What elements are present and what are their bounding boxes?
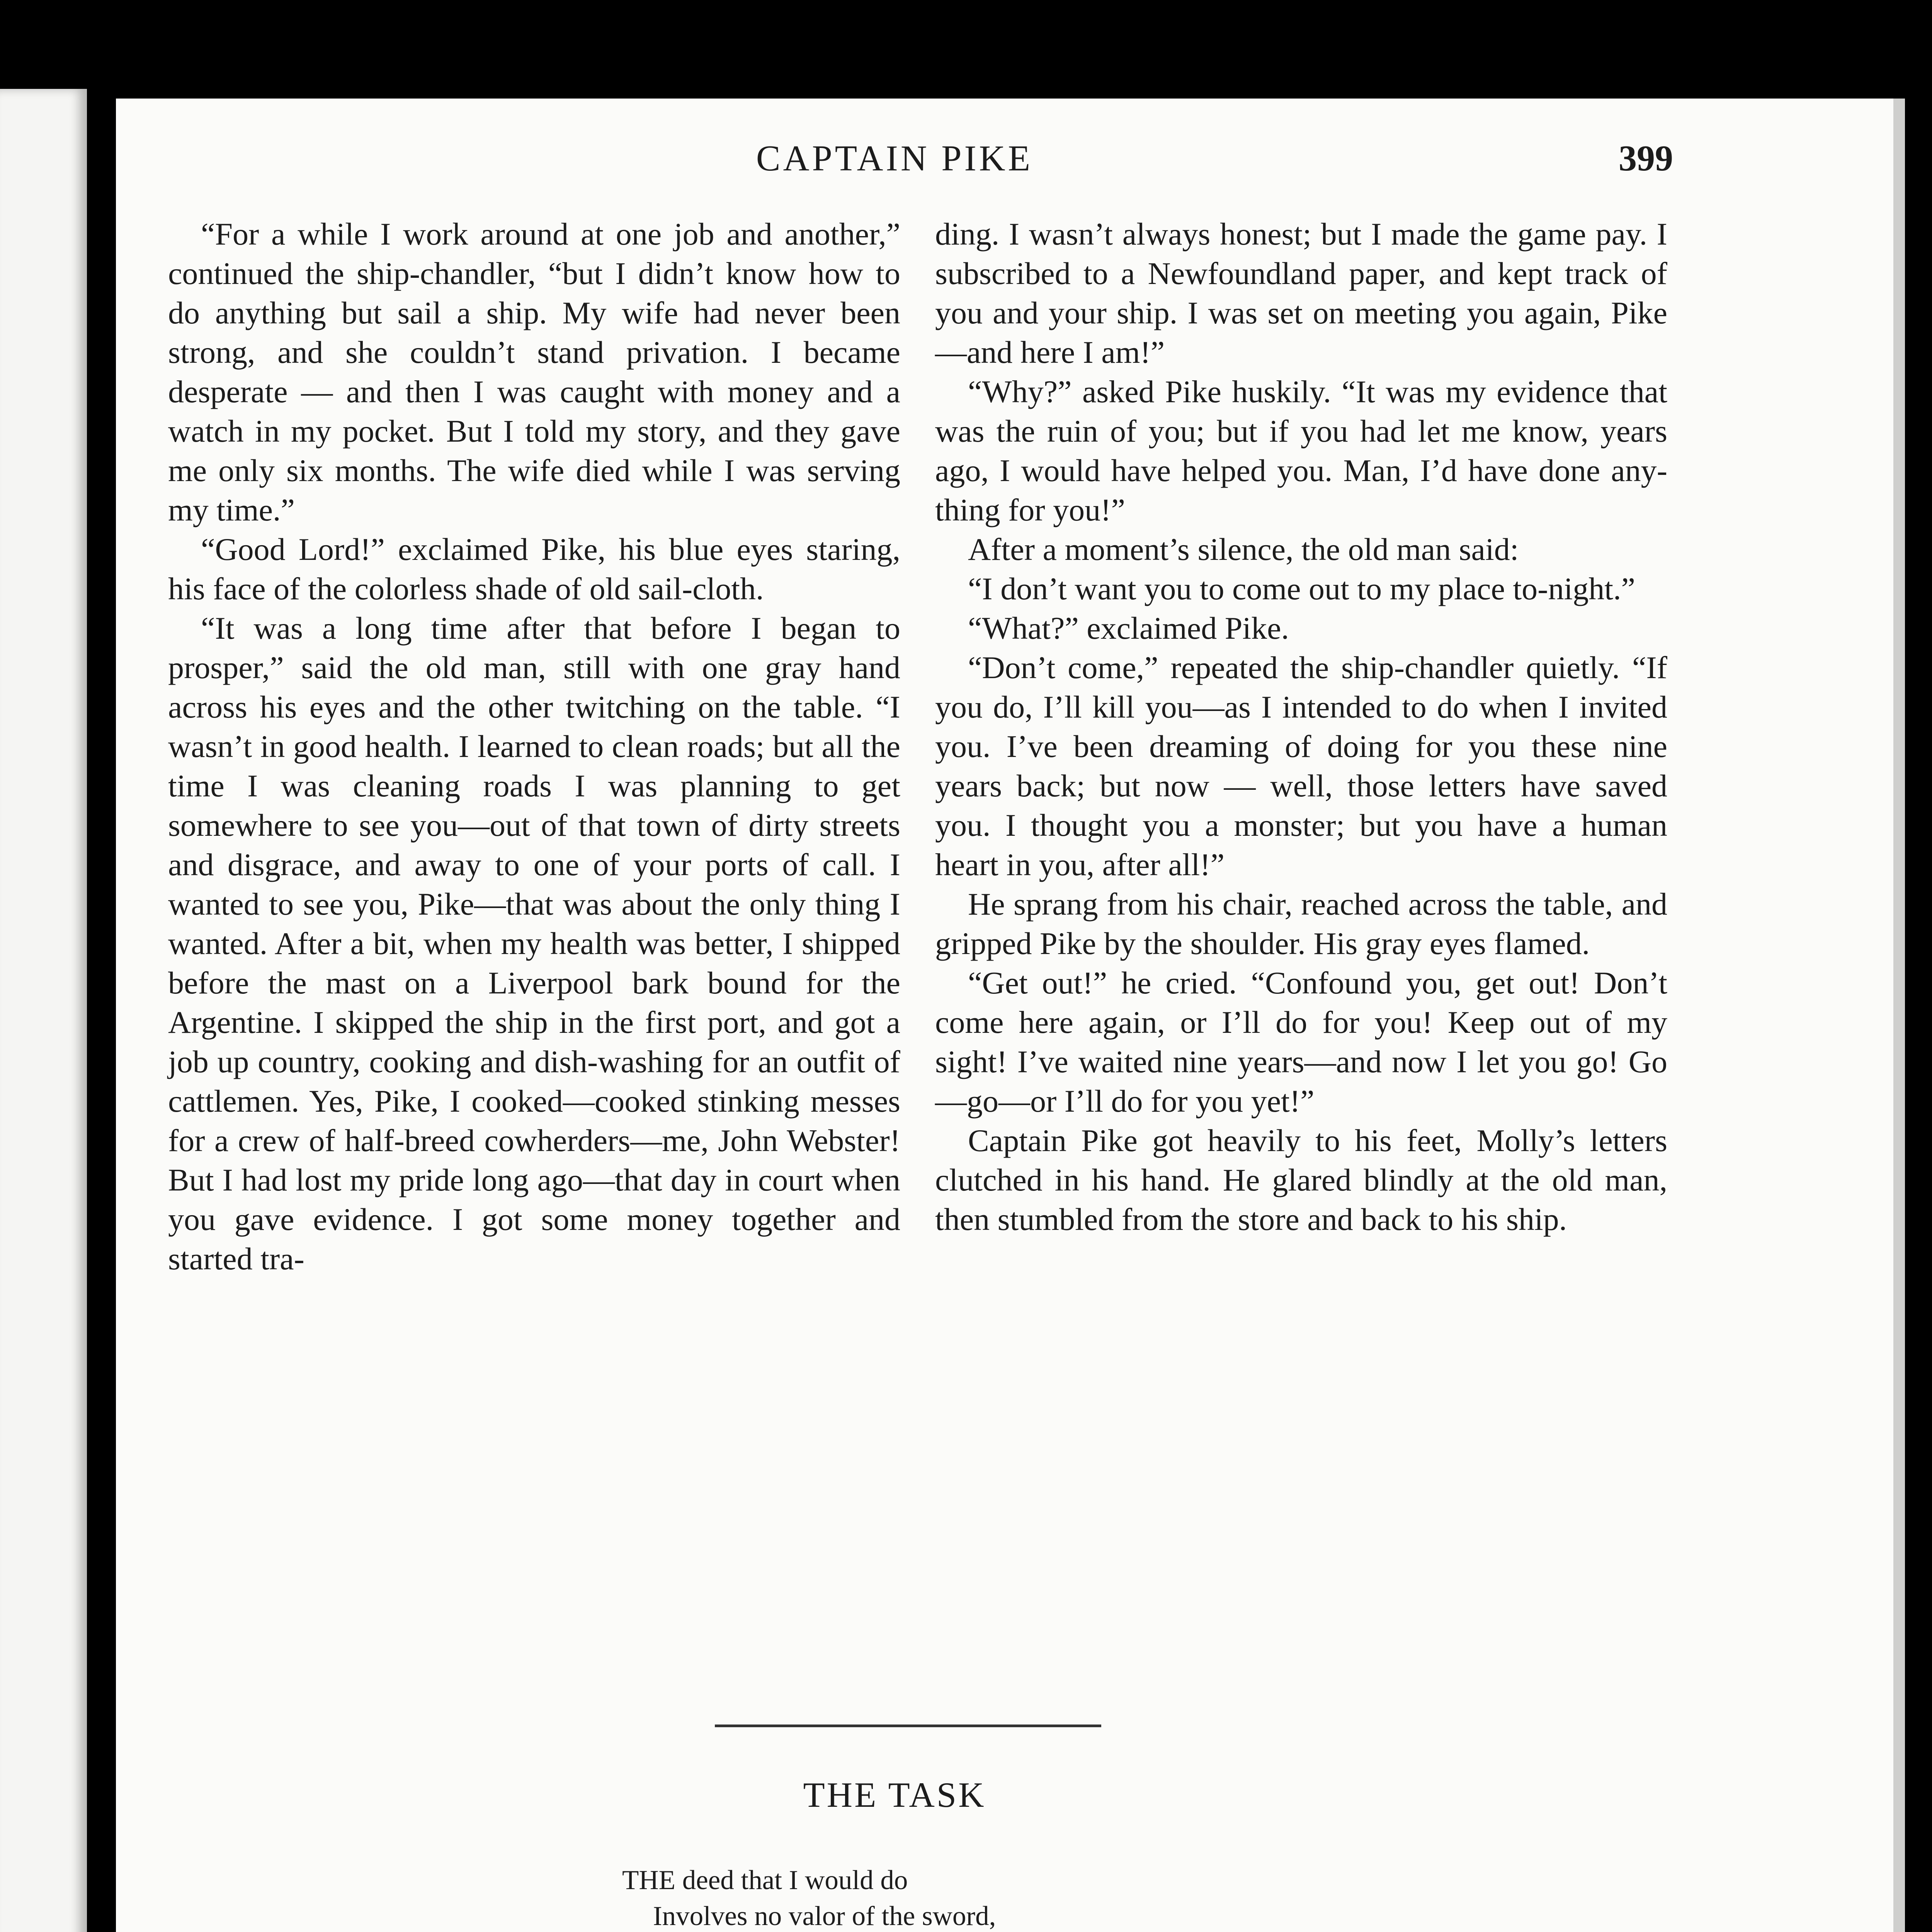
page-number: 399	[1619, 138, 1673, 179]
story-column-right	[935, 214, 1667, 1239]
paragraph: “It was a long time after that before I began to prosper,” said the old man, still with one gray hand across his eyes and the other twitching on the table. “I wasn’t in good health. I learned to clean roads; but all the time I was cleaning roads I was planning to get somewhere to see you—out of that town of dirty streets and disgrace, and away to one of your ports of call. I wanted to see you, Pike—that was about the only thing I wanted. After a bit, when my health was better, I shipped before the mast on a Liverpool bark bound for the Argentine. I skipped the ship in the first port, and got a job up country, cooking and dish-washing for an outfit of cattlemen. Yes, Pike, I cooked—cooked stinking messes for a crew of half-breed cowherders—me, John Webster! But I had lost my pride long ago—that day in court when you gave evidence. I got some money together and started tra-	[168, 611, 900, 1276]
paragraph: “Why?” asked Pike huskily. “It was my evidence that was the ruin of you; but if you had let me know, years ago, I would have helped you. Man, I’d have done anything for you!”	[935, 374, 1667, 527]
paragraph: “Don’t come,” repeated the ship-chandler quietly. “If you do, I’ll kill you—as I intended to do when I invited you. I’ve been dreaming of doing for you these nine years back; but now — well, those letters have saved you. I thought you a monster; but you have a human heart in you, after all!”	[935, 650, 1667, 882]
paragraph: Captain Pike got heavily to his feet, Molly’s letters clutched in his hand. He glared blindly at the old man, then stumbled from the store and back to his ship.	[935, 1123, 1667, 1237]
facing-page-edge	[0, 89, 87, 1932]
poem-title: THE TASK	[803, 1775, 986, 1815]
poem-body	[622, 1862, 1472, 1932]
story-column-left	[168, 214, 900, 1279]
paragraph: “What?” exclaimed Pike.	[968, 611, 1289, 646]
section-divider	[715, 1725, 1101, 1727]
paragraph: “I don’t want you to come out to my place to-night.”	[968, 571, 1635, 606]
running-title: CAPTAIN PIKE	[756, 138, 1033, 179]
paragraph: “Good Lord!” exclaimed Pike, his blue eyes staring, his face of the colorless shade of old sail-cloth.	[168, 532, 900, 606]
paragraph-continuation: ding. I wasn’t always honest; but I made the game pay. I subscribed to a Newfoundland paper, and kept track of you and your ship. I was set on meeting you again, Pike —and here I am!”	[935, 216, 1667, 370]
poem-line: THE deed that I would do	[622, 1865, 908, 1895]
paragraph: “For a while I work around at one job and another,” continued the ship-chandler, “but I didn’t know how to do anything but sail a ship. My wife had never been strong, and she couldn’t stand privation. I became desperate — and then I was caught with money and a watch in my pocket. But I told my story, and they gave me only six months. The wife died while I was serving my time.”	[168, 216, 900, 527]
poem-line: Involves no valor of the sword,	[653, 1901, 996, 1931]
paragraph: “Get out!” he cried. “Confound you, get out! Don’t come here again, or I’ll do for you! Keep out of my sight! I’ve waited nine years—and now I let you go! Go—go—or I’ll do for you yet!”	[935, 965, 1667, 1119]
paragraph: He sprang from his chair, reached across the table, and gripped Pike by the shoulder. His gray eyes flamed.	[935, 886, 1667, 961]
running-head	[116, 128, 1673, 189]
paragraph: After a moment’s silence, the old man said:	[968, 532, 1519, 567]
